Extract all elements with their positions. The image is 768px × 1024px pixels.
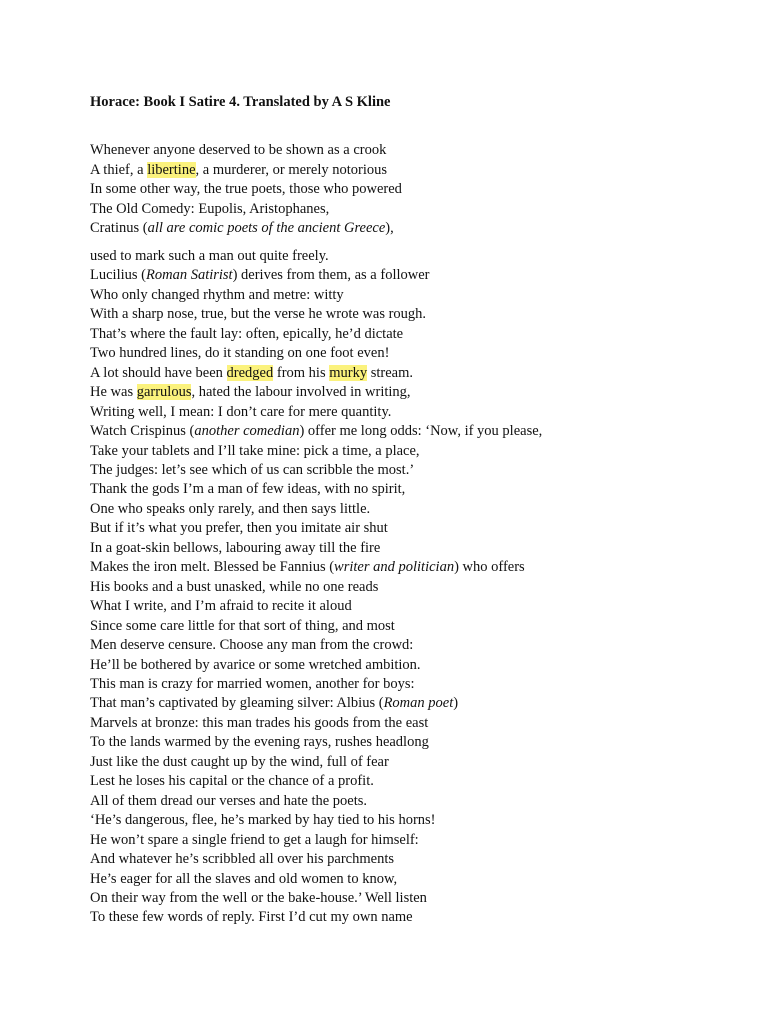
line-text: Whenever anyone deserved to be shown as a crook <box>90 142 387 158</box>
line-text: Cratinus ( <box>90 220 148 237</box>
line-text: That’s where the fault lay: often, epically, he’d dictate <box>90 325 404 342</box>
line-text: Writing well, I mean: I don’t care for mere quantity. <box>90 403 392 420</box>
poem-line <box>90 500 542 519</box>
stanza <box>90 247 542 928</box>
poem-line <box>90 675 542 694</box>
line-text: That man’s captivated by gleaming silver: Albius ( <box>90 695 384 712</box>
line-text: His books and a bust unasked, while no one reads <box>90 578 379 595</box>
line-text: To these few words of reply. First I’d cut my own name <box>90 909 413 926</box>
line-text: And whatever he’s scribbled all over his parchments <box>90 851 395 868</box>
poem-line <box>90 403 542 422</box>
poem-line <box>90 656 542 675</box>
poem-line <box>90 161 402 181</box>
line-text: ) who offers <box>454 559 525 576</box>
line-text: from his <box>273 364 330 381</box>
poem-line <box>90 772 542 791</box>
line-text: Two hundred lines, do it standing on one foot even! <box>90 345 390 362</box>
poem-line <box>90 422 542 441</box>
poem-line <box>90 636 542 655</box>
poem-line <box>90 908 542 927</box>
poem-line <box>90 480 542 499</box>
line-text: stream. <box>367 364 413 381</box>
poem-line <box>90 344 542 363</box>
line-text: ), <box>385 220 394 237</box>
italic-note: Roman Satirist <box>145 267 233 284</box>
line-text: But if it’s what you prefer, then you imitate air shut <box>90 520 388 537</box>
line-text: All of them dread our verses and hate the poets. <box>90 792 368 809</box>
poem-line <box>90 200 402 220</box>
poem-line <box>90 219 402 239</box>
document-title: Horace: Book I Satire 4. Translated by A S Kline <box>90 94 391 110</box>
poem-line <box>90 325 542 344</box>
stanza <box>90 141 402 239</box>
line-text: With a sharp nose, true, but the verse he wrote was rough. <box>90 306 427 323</box>
poem-line <box>90 266 542 285</box>
line-text: This man is crazy for married women, another for boys: <box>90 675 415 692</box>
poem-line <box>90 141 402 161</box>
line-text: Just like the dust caught up by the wind, full of fear <box>90 753 389 770</box>
highlighted-word: libertine <box>147 161 196 178</box>
line-text: The Old Comedy: Eupolis, Aristophanes, <box>90 200 330 217</box>
poem-line <box>90 578 542 597</box>
italic-note: all are comic poets of the ancient Greece <box>147 220 386 237</box>
line-text: The judges: let’s see which of us can scribble the most.’ <box>90 461 415 478</box>
line-text: He’s eager for all the slaves and old women to know, <box>90 870 398 887</box>
line-text: One who speaks only rarely, and then says little. <box>90 500 371 517</box>
line-text: ) derives from them, as a follower <box>232 267 430 284</box>
line-text: He was <box>90 384 137 401</box>
line-text: He won’t spare a single friend to get a laugh for himself: <box>90 831 419 848</box>
poem-line <box>90 889 542 908</box>
line-text: Take your tablets and I’ll take mine: pick a time, a place, <box>90 442 420 459</box>
highlighted-word: garrulous <box>136 384 192 401</box>
line-text: used to mark such a man out quite freely. <box>90 248 329 264</box>
line-text: A lot should have been <box>90 364 227 381</box>
poem-line <box>90 792 542 811</box>
line-text: To the lands warmed by the evening rays, rushes headlong <box>90 734 429 751</box>
poem-line <box>90 831 542 850</box>
poem-line <box>90 617 542 636</box>
line-text: Marvels at bronze: this man trades his goods from the east <box>90 714 429 731</box>
italic-note: another comedian <box>194 423 300 440</box>
line-text: Since some care little for that sort of thing, and most <box>90 617 395 634</box>
line-text: Who only changed rhythm and metre: witty <box>90 286 344 303</box>
line-text: ) <box>453 695 459 712</box>
italic-note: Roman poet <box>383 695 454 712</box>
line-text: , hated the labour involved in writing, <box>191 384 411 401</box>
poem-line <box>90 180 402 200</box>
line-text: ) offer me long odds: ‘Now, if you please, <box>299 423 543 440</box>
line-text: In some other way, the true poets, those who powered <box>90 181 402 198</box>
line-text: A thief, a <box>90 161 148 178</box>
poem-line <box>90 519 542 538</box>
poem-line <box>90 364 542 383</box>
line-text: What I write, and I’m afraid to recite it aloud <box>90 598 352 615</box>
line-text: In a goat-skin bellows, labouring away till the fire <box>90 539 381 556</box>
poem-line <box>90 558 542 577</box>
poem-line <box>90 714 542 733</box>
poem-line <box>90 247 542 266</box>
highlighted-word: murky <box>329 364 368 381</box>
poem-line <box>90 870 542 889</box>
line-text: Watch Crispinus ( <box>90 423 195 440</box>
line-text: He’ll be bothered by avarice or some wretched ambition. <box>90 656 421 673</box>
line-text: Thank the gods I’m a man of few ideas, with no spirit, <box>90 481 406 498</box>
poem-line <box>90 286 542 305</box>
poem-line <box>90 442 542 461</box>
poem-line <box>90 811 542 830</box>
poem-line <box>90 733 542 752</box>
highlighted-word: dredged <box>226 364 274 381</box>
line-text: , a murderer, or merely notorious <box>195 161 387 178</box>
poem-line <box>90 461 542 480</box>
italic-note: writer and politician <box>334 559 455 576</box>
line-text: Lest he loses his capital or the chance of a profit. <box>90 773 374 790</box>
poem-line <box>90 753 542 772</box>
poem-line <box>90 850 542 869</box>
poem-line <box>90 305 542 324</box>
line-text: On their way from the well or the bake-house.’ Well listen <box>90 889 427 906</box>
line-text: Lucilius ( <box>90 267 146 284</box>
poem-line <box>90 383 542 402</box>
line-text: Makes the iron melt. Blessed be Fannius ( <box>90 559 335 576</box>
line-text: Men deserve censure. Choose any man from the crowd: <box>90 637 414 654</box>
poem-line <box>90 694 542 713</box>
poem-line <box>90 597 542 616</box>
line-text: ‘He’s dangerous, flee, he’s marked by hay tied to his horns! <box>90 812 436 829</box>
poem-line <box>90 539 542 558</box>
